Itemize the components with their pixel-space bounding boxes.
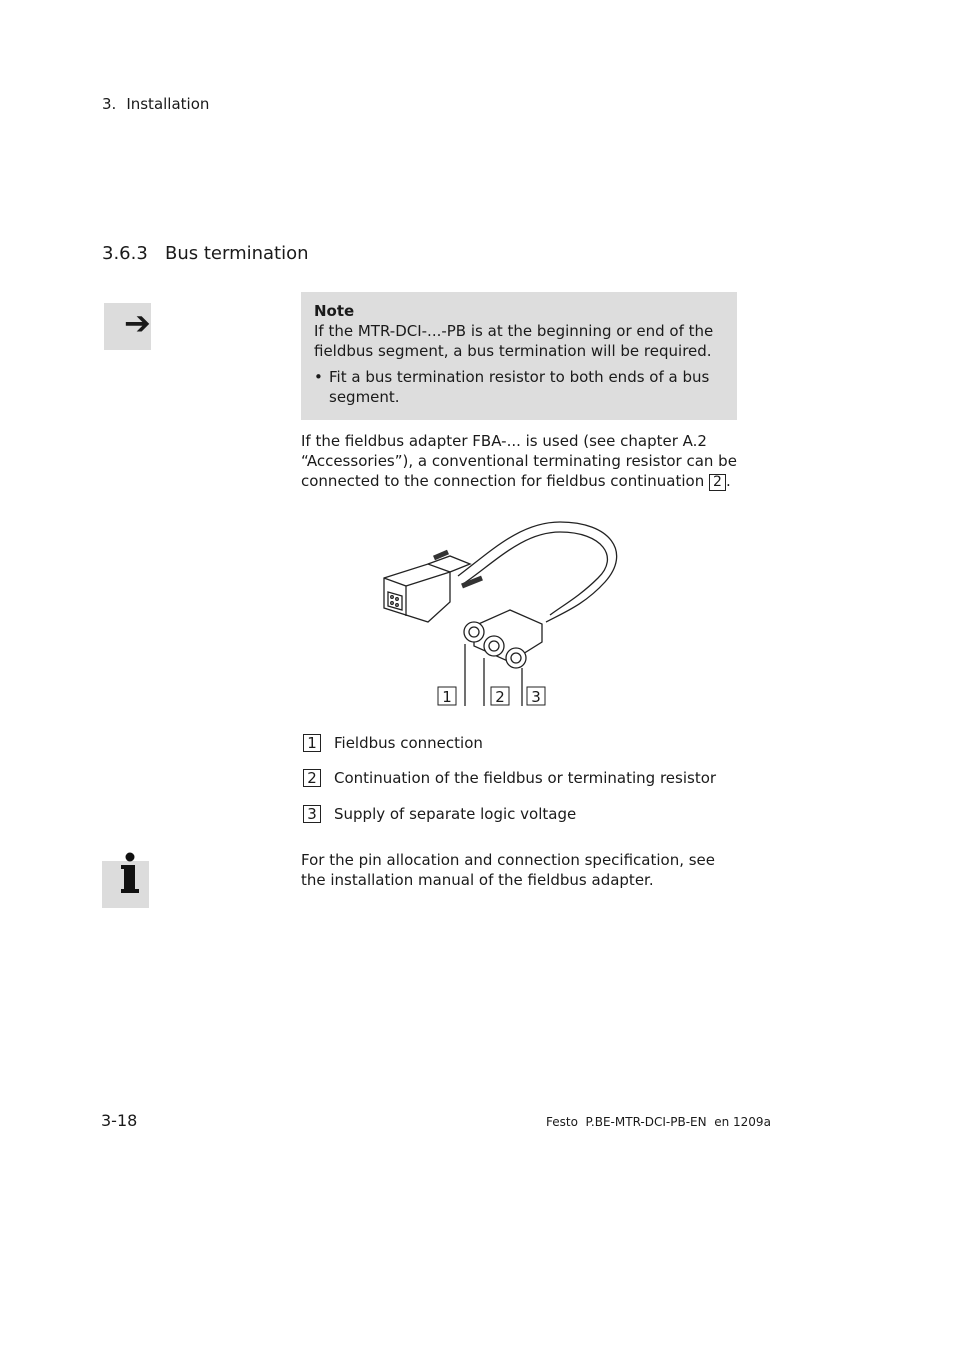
chapter-number: 3.	[102, 95, 117, 113]
paragraph-end: .	[725, 472, 731, 490]
note-text: If the MTR-DCI-...-PB is at the beginning or end of the fieldbus segment, a bus termination will be required.	[314, 322, 714, 360]
callout-3: 3	[531, 688, 541, 706]
section-heading	[102, 243, 309, 264]
note-arrow-icon-box	[104, 303, 151, 350]
section-title: Bus termination	[165, 243, 309, 264]
legend-number: 1	[303, 734, 321, 752]
running-header	[102, 95, 209, 113]
fieldbus-adapter-figure	[370, 512, 630, 712]
note-box	[301, 292, 737, 420]
legend-text: Fieldbus connection	[334, 734, 483, 752]
note-bullet-text: Fit a bus termination resistor to both ends of a bus segment.	[329, 368, 710, 406]
document-code: Festo P.BE-MTR-DCI-PB-EN en 1209a	[546, 1115, 771, 1129]
legend-text: Supply of separate logic voltage	[334, 805, 577, 823]
note-bullet	[314, 367, 725, 407]
page-number: 3-18	[101, 1111, 138, 1130]
legend-text: Continuation of the fieldbus or terminating resistor	[334, 769, 717, 787]
info-i-glyph	[118, 852, 142, 896]
callout-2: 2	[495, 688, 505, 706]
legend-item	[303, 804, 576, 824]
note-title: Note	[314, 302, 355, 320]
arrow-right-icon: ➔	[124, 304, 151, 342]
legend-item	[303, 768, 716, 788]
bullet-dot: •	[314, 368, 323, 386]
section-number: 3.6.3	[102, 243, 148, 264]
paragraph-fieldbus-adapter	[301, 431, 741, 491]
info-paragraph: For the pin allocation and connection specification, see the installation manual of the fieldbus adapter.	[301, 851, 716, 889]
legend-number: 2	[303, 769, 321, 787]
paragraph-text: If the fieldbus adapter FBA-... is used (see chapter A.2 “Accessories”), a conventional terminating resistor can be connected to the connection for fieldbus continuation	[301, 432, 737, 490]
callout-1: 1	[442, 688, 452, 706]
chapter-title: Installation	[126, 95, 210, 113]
legend-item	[303, 733, 483, 753]
legend-number: 3	[303, 805, 321, 823]
reference-box: 2	[709, 474, 726, 491]
